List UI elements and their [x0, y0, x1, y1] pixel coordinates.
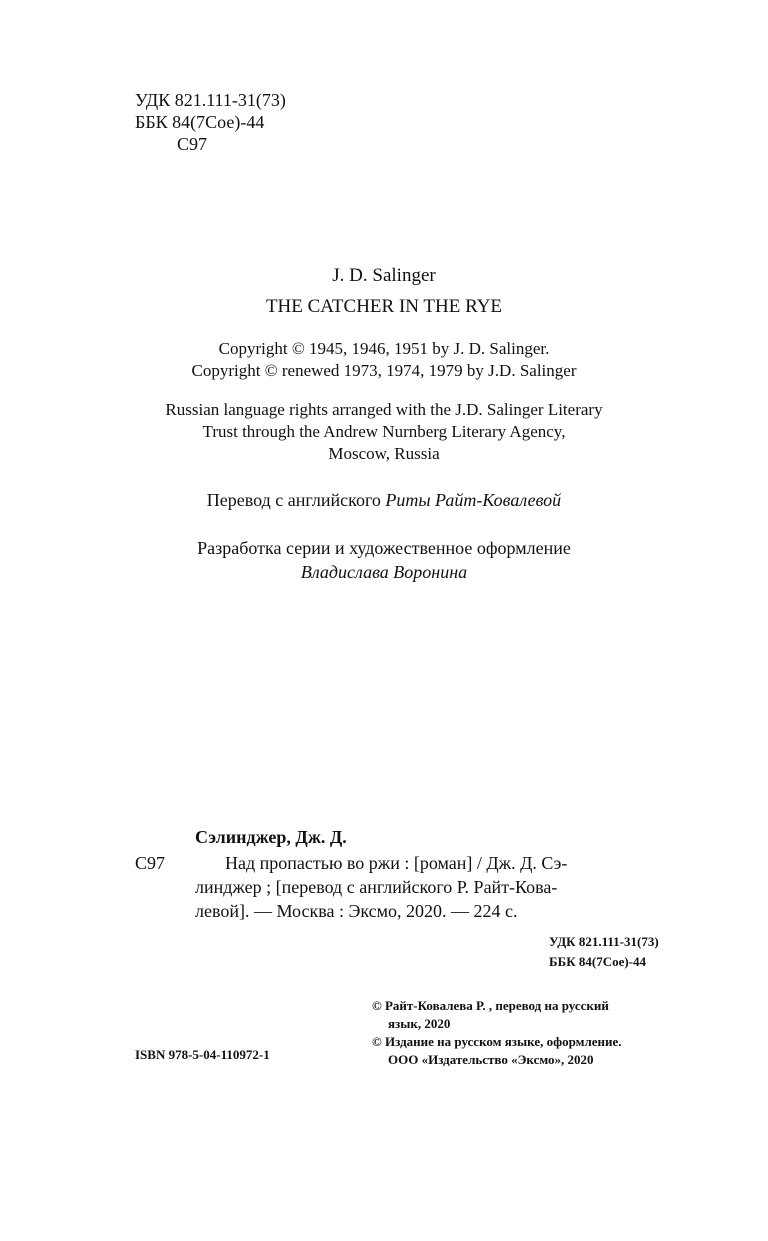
classification-block — [135, 89, 286, 155]
rights-line-1: Russian language rights arranged with the J.D. Salinger Literary — [165, 400, 603, 419]
copyright-line-2: Copyright © renewed 1973, 1974, 1979 by J.D. Salinger — [191, 361, 577, 380]
bbk-code: ББК 84(7Сое)-44 — [135, 112, 265, 132]
rights-line-3: Moscow, Russia — [328, 444, 440, 463]
bib-line-2: линджер ; [перевод с английского Р. Райт-Кова- — [195, 877, 558, 897]
rights-notice — [0, 399, 768, 465]
copyright-ru-2-line-1: © Издание на русском языке, оформление. — [372, 1034, 622, 1049]
original-title: THE CATCHER IN THE RYE — [265, 296, 503, 317]
series-credit — [0, 536, 768, 584]
isbn: ISBN 978-5-04-110972-1 — [135, 1047, 270, 1062]
udk-code: УДК 821.111-31(73) — [135, 90, 286, 110]
copyright-ru-2-line-2: ООО «Издательство «Эксмо», 2020 — [388, 1052, 594, 1067]
bib-udk: УДК 821.111-31(73) — [549, 934, 659, 949]
original-author: J. D. Salinger — [332, 265, 436, 286]
russian-copyrights — [372, 997, 622, 1069]
bib-author-mark: С97 — [135, 853, 166, 873]
bib-author: Сэлинджер, Дж. Д. — [195, 827, 347, 847]
bib-line-3: левой]. — Москва : Эксмо, 2020. — 224 с. — [195, 901, 518, 921]
rights-line-2: Trust through the Andrew Nurnberg Literary Agency, — [202, 422, 566, 441]
author-mark: С97 — [177, 134, 208, 154]
series-label: Разработка серии и художественное оформление — [197, 538, 571, 558]
bib-line-1: Над пропастью во ржи : [роман] / Дж. Д. Сэ- — [225, 853, 568, 873]
copyright-line-1: Copyright © 1945, 1946, 1951 by J. D. Salinger. — [218, 339, 550, 358]
designer-name: Владислава Воронина — [300, 562, 468, 582]
translation-credit — [0, 488, 768, 512]
copyright-ru-1-line-1: © Райт-Ковалева Р. , перевод на русский — [372, 998, 609, 1013]
bib-description — [195, 851, 695, 923]
bib-classification — [549, 932, 659, 972]
bib-bbk: ББК 84(7Сое)-44 — [549, 954, 647, 969]
copyright-notice — [0, 338, 768, 382]
translation-prefix: Перевод с английского — [206, 490, 381, 510]
translator-name: Риты Райт-Ковалевой — [385, 490, 562, 510]
copyright-ru-1-line-2: язык, 2020 — [388, 1016, 451, 1031]
